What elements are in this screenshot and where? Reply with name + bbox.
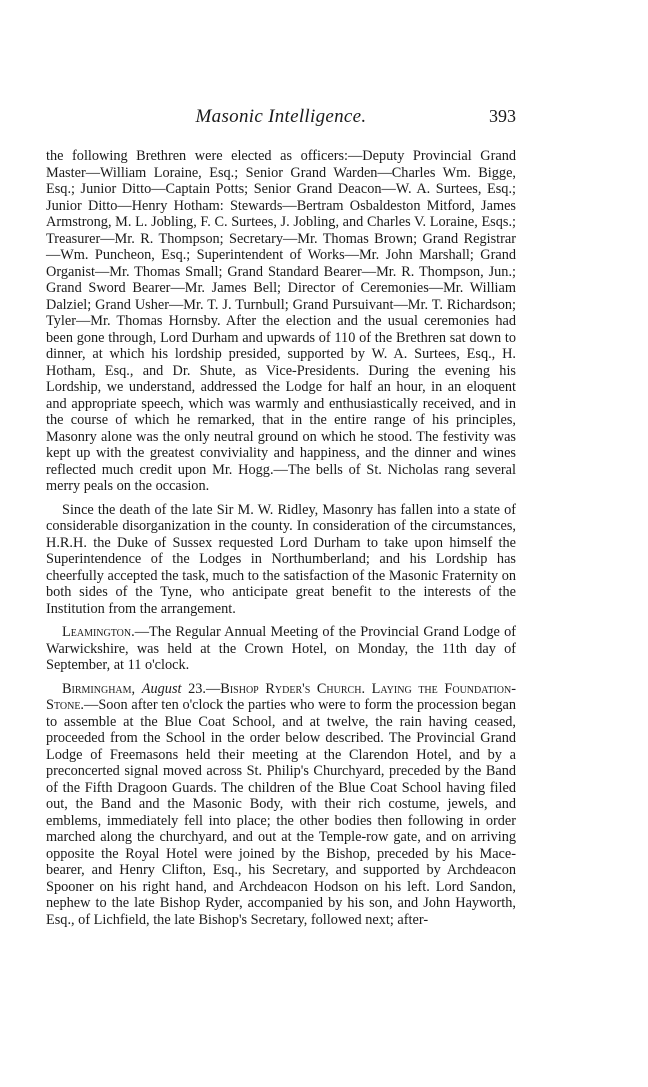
date-month: August	[141, 680, 182, 697]
place-heading: Leamington.	[62, 624, 135, 640]
place-heading: Birmingham,	[62, 680, 136, 697]
section-heading: Bishop Ryder's Church. Laying the Foundation-Stone.	[46, 680, 516, 713]
date-day: 23.—	[181, 680, 221, 697]
paragraph-officers	[46, 148, 516, 495]
running-title: Masonic Intelligence.	[195, 106, 367, 127]
paragraph-text: Since the death of the late Sir M. W. Ridley, Masonry has fallen into a state of considerable disorganization in the county. In consideration of the circumstances, H.R.H. the Duke of Sussex requested Lord Durham to take upon himself the Superintendence of the Lodges in Northumberland; and his Lordship has cheerfully accepted the task, much to the satisfaction of the Masonic Fraternity on both sides of the Tyne, who anticipate great benefit to the interests of the Institution from the arrangement.	[46, 501, 516, 617]
paragraph-text: the following Brethren were elected as officers:—Deputy Provincial Grand Master—William Loraine, Esq.; Senior Grand Warden—Charles Wm. Bigge, Esq.; Junior Ditto—Captain Potts; Senior Grand Deacon—W. A. Surtees, Esq.; Junior Ditto—Henry Hotham: Stewards—Bertram Osbaldeston Mitford, James Armstrong, M. L. Jobling, F. C. Surtees, J. Jobling, and Charles V. Loraine, Esqs.; Treasurer—Mr. R. Thompson; Secretary—Mr. Thomas Brown; Grand Registrar—Wm. Puncheon, Esq.; Superintendent of Works—Mr. John Marshall; Grand Organist—Mr. Thomas Small; Grand Standard Bearer—Mr. R. Thompson, Jun.; Grand Sword Bearer—Mr. James Bell; Director of Ceremonies—Mr. William Dalziel; Grand Usher—Mr. T. J. Turnbull; Grand Pursuivant—Mr. T. Richardson; Tyler—Mr. Thomas Hornsby. After the election and the usual ceremonies had been gone through, Lord Durham and upwards of 110 of the Brethren sat down to dinner, at which his lordship presided, supported by W. A. Surtees, Esq., H. Hotham, Esq., and Dr. Shute, as Vice-Presidents. During the evening his Lordship, we understand, addressed the Lodge for half an hour, in an eloquent and appropriate speech, which was warmly and enthusiastically received, and in the course of which he remarked, that in the entire range of his principles, Masonry alone was the only neutral ground on which he stood. The festivity was kept up with the greatest conviviality and happiness, and the dinner and wines reflected much credit upon Mr. Hogg.—The bells of St. Nicholas rang several merry peals on the occasion.	[46, 148, 516, 494]
paragraph-text: —The Regular Annual Meeting of the Provincial Grand Lodge of Warwickshire, was held at the Crown Hotel, on Monday, the 11th day of September, at 11 o'clock.	[46, 624, 516, 673]
paragraph-birmingham	[46, 681, 516, 929]
page-number: 393	[489, 106, 516, 126]
paragraph-leamington	[46, 624, 516, 674]
page	[46, 106, 516, 935]
paragraph-text: —Soon after ten o'clock the parties who were to form the procession began to assemble at the Blue Coat School, and at twelve, the rain having ceased, proceeded from the School in the order below described. The Provincial Grand Lodge of Freemasons held their meeting at the Clarendon Hotel, and by a preconcerted signal moved across St. Philip's Churchyard, preceded by the Band of the Fifth Dragoon Guards. The children of the Blue Coat School having filed out, the Band and the Masonic Body, with their rich costume, jewels, and emblems, immediately fell into place; the other bodies then following in order marched along the churchyard, and out at the Temple-row gate, and on arriving opposite the Royal Hotel were joined by the Bishop, preceded by his Mace-bearer, and Henry Clifton, Esq., his Secretary, and supported by Archdeacon Spooner on his right hand, and Archdeacon Hodson on his left. Lord Sandon, nephew to the late Bishop Ryder, accompanied by his son, and John Hayworth, Esq., of Lichfield, the late Bishop's Secretary, followed next; after-	[46, 697, 516, 928]
running-head	[46, 106, 516, 136]
article-body	[46, 148, 516, 928]
paragraph-ridley	[46, 502, 516, 618]
